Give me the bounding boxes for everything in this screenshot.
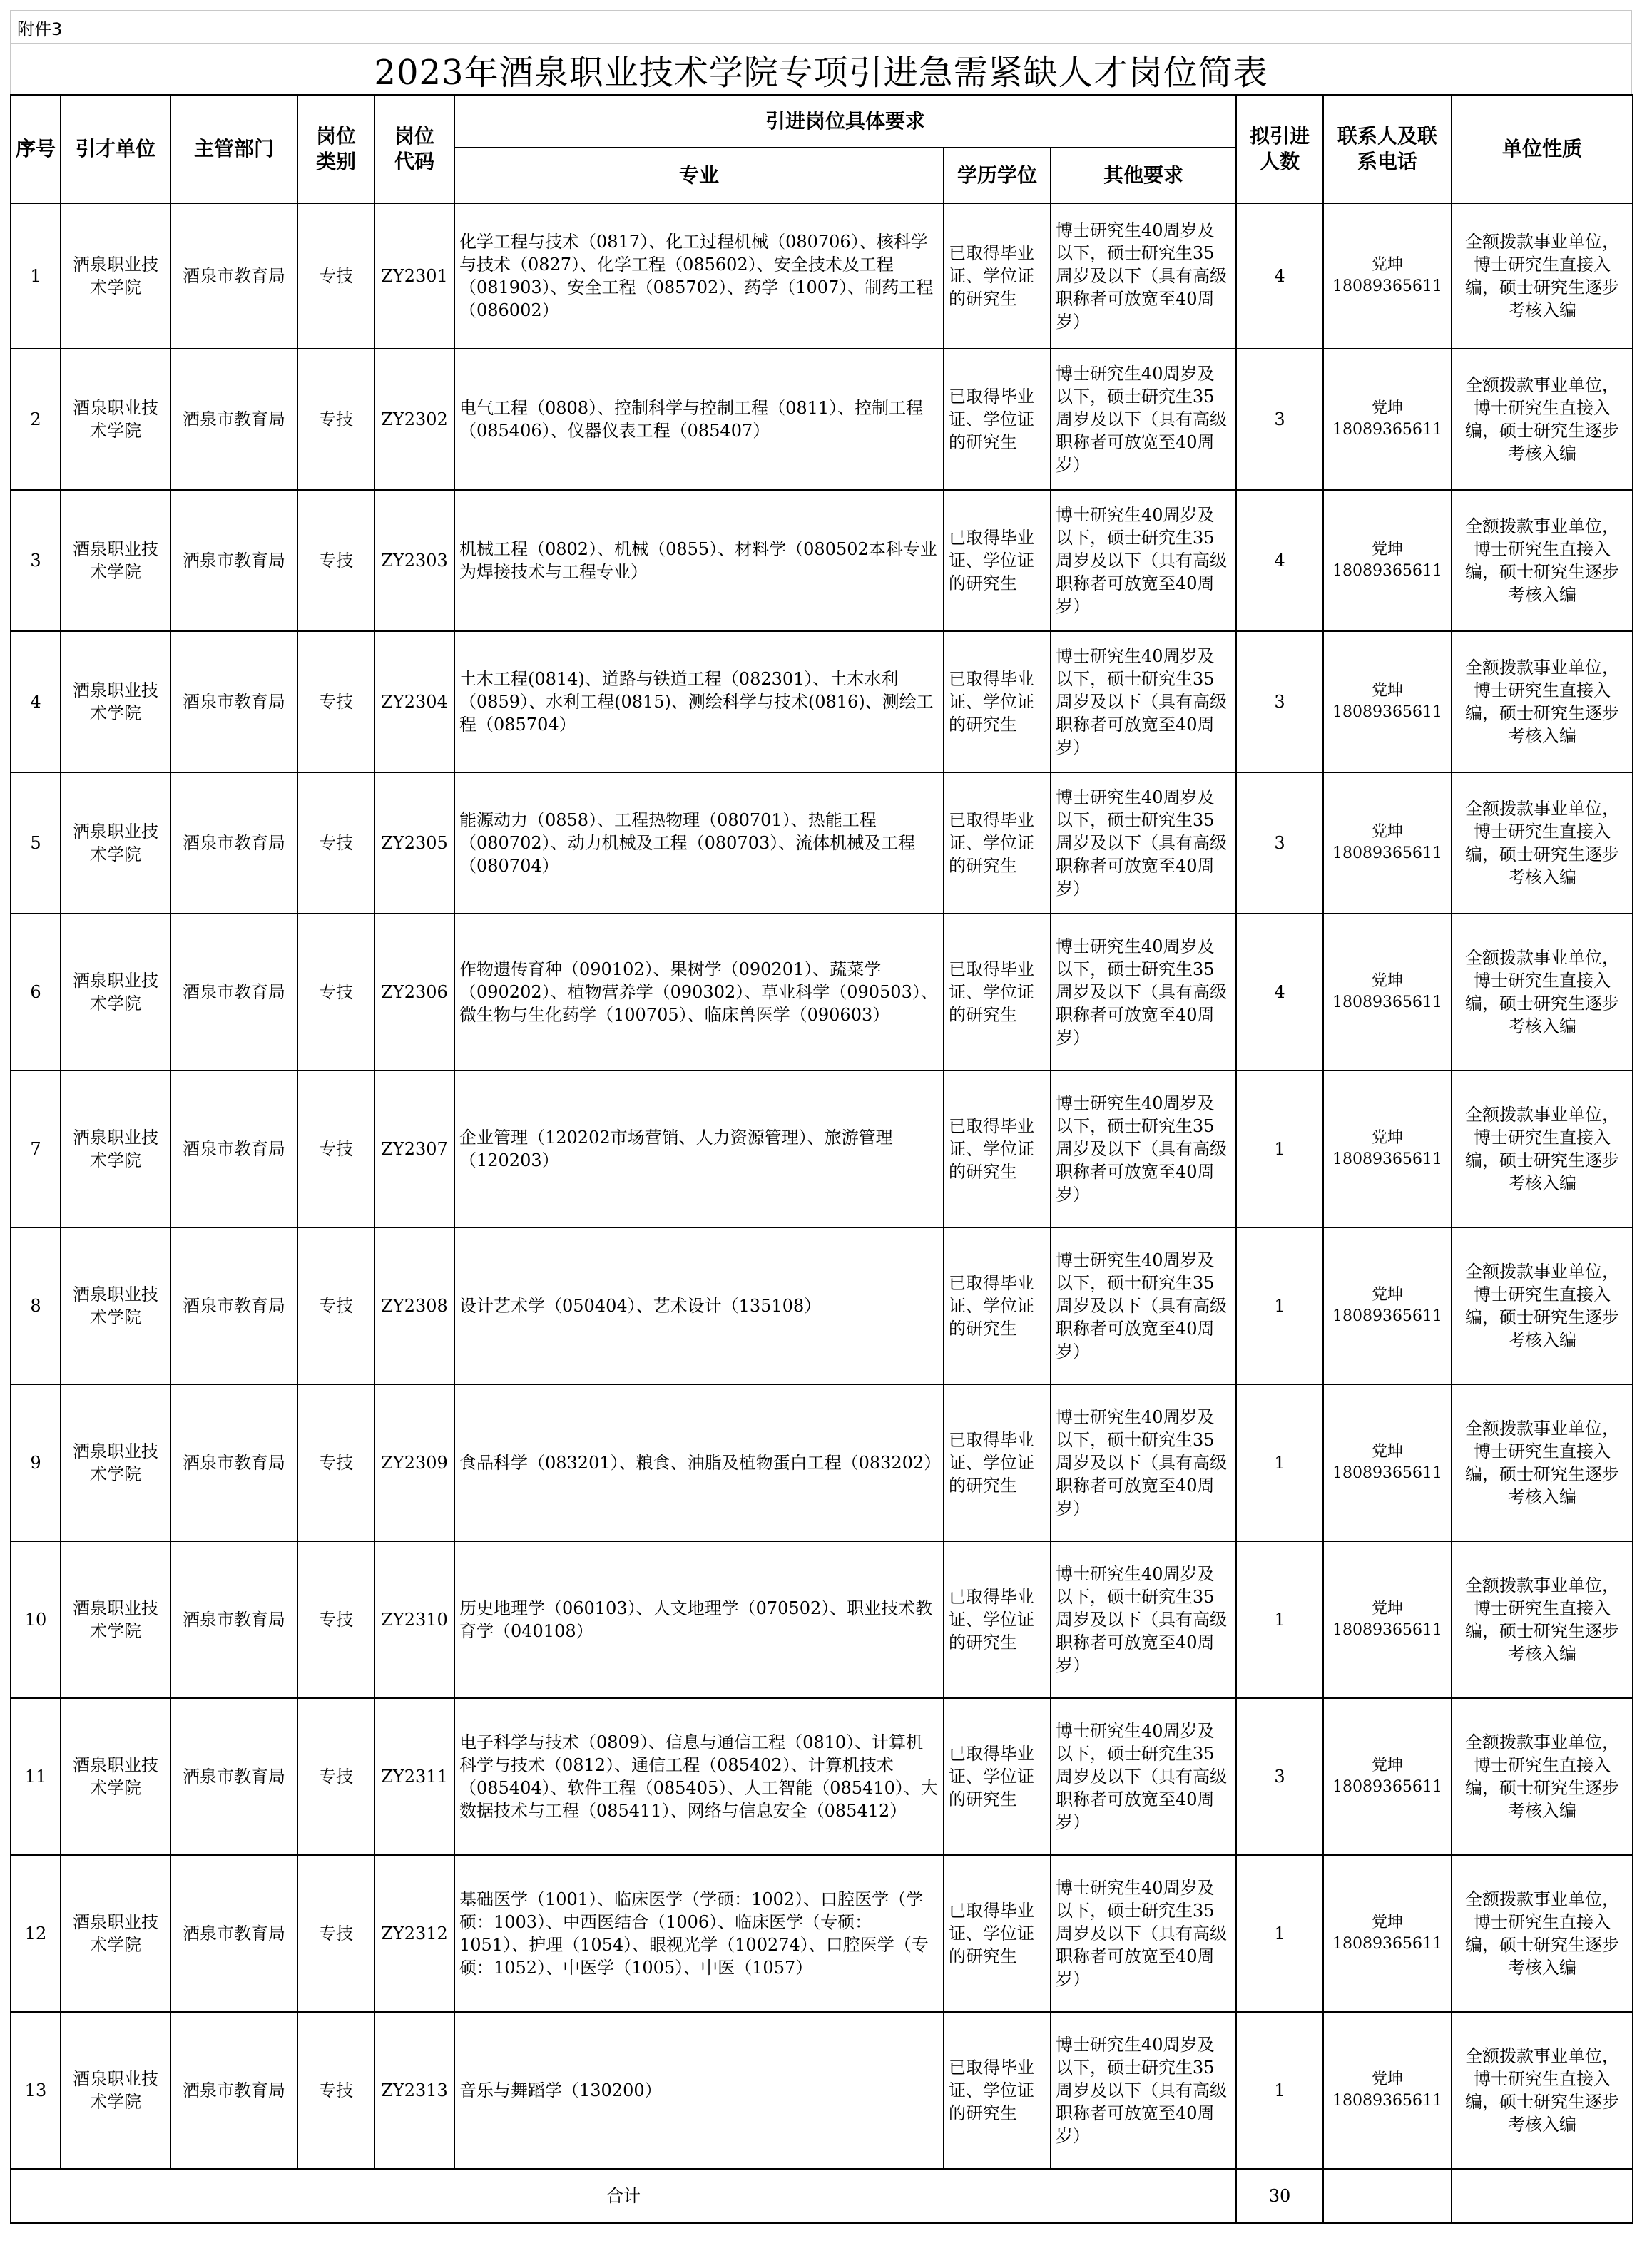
cell-planned: 1 [1236,1541,1323,1698]
cell-contact [1323,1541,1452,1698]
cell-degree: 已取得毕业证、学位证的研究生 [944,490,1051,631]
cell-code: ZY2310 [374,1541,454,1698]
cell-other: 博士研究生40周岁及以下，硕士研究生35周岁及以下（具有高级职称者可放宽至40周岁） [1051,1698,1236,1855]
table-row [11,203,1633,349]
cell-code: ZY2308 [374,1227,454,1384]
cell-degree: 已取得毕业证、学位证的研究生 [944,2012,1051,2169]
cell-unit: 酒泉职业技术学院 [61,490,170,631]
table-row [11,490,1633,631]
cell-nature: 全额拨款事业单位，博士研究生直接入编，硕士研究生逐步考核入编 [1452,349,1633,490]
cell-degree: 已取得毕业证、学位证的研究生 [944,349,1051,490]
page-title: 2023年酒泉职业技术学院专项引进急需紧缺人才岗位简表 [10,43,1632,94]
cell-dept: 酒泉市教育局 [170,631,297,772]
contact-phone: 18089365611 [1332,562,1443,580]
cell-nature: 全额拨款事业单位，博士研究生直接入编，硕士研究生逐步考核入编 [1452,1384,1633,1541]
annex-label: 附件3 [10,10,1632,43]
cell-unit: 酒泉职业技术学院 [61,1541,170,1698]
cell-category: 专技 [297,914,374,1071]
cell-major: 电子科学与技术（0809）、信息与通信工程（0810）、计算机科学与技术（0812）、通信工程（085402）、计算机技术（085404）、软件工程（085405）、人工智能（085410）、大数据技术与工程（085411）、网络与信息安全（085412） [454,1698,944,1855]
cell-nature: 全额拨款事业单位，博士研究生直接入编，硕士研究生逐步考核入编 [1452,1855,1633,2012]
document-sheet [10,10,1632,2224]
cell-nature: 全额拨款事业单位，博士研究生直接入编，硕士研究生逐步考核入编 [1452,1227,1633,1384]
cell-unit: 酒泉职业技术学院 [61,203,170,349]
header-planned: 拟引进人数 [1236,95,1323,203]
cell-category: 专技 [297,1384,374,1541]
cell-dept: 酒泉市教育局 [170,1855,297,2012]
cell-major: 土木工程(0814)、道路与铁道工程（082301）、土木水利（0859）、水利工程(0815)、测绘科学与技术(0816)、测绘工程（085704） [454,631,944,772]
cell-contact [1323,914,1452,1071]
contact-phone: 18089365611 [1332,1150,1443,1168]
summary-label: 合计 [11,2169,1236,2223]
cell-degree: 已取得毕业证、学位证的研究生 [944,772,1051,914]
cell-category: 专技 [297,1071,374,1227]
cell-category: 专技 [297,2012,374,2169]
cell-degree: 已取得毕业证、学位证的研究生 [944,1071,1051,1227]
cell-nature: 全额拨款事业单位，博士研究生直接入编，硕士研究生逐步考核入编 [1452,772,1633,914]
contact-name: 党坤 [1372,823,1404,841]
cell-unit: 酒泉职业技术学院 [61,349,170,490]
cell-nature: 全额拨款事业单位，博士研究生直接入编，硕士研究生逐步考核入编 [1452,203,1633,349]
contact-name: 党坤 [1372,1757,1404,1774]
cell-code: ZY2303 [374,490,454,631]
cell-contact [1323,203,1452,349]
cell-planned: 3 [1236,1698,1323,1855]
cell-degree: 已取得毕业证、学位证的研究生 [944,1855,1051,2012]
contact-phone: 18089365611 [1332,2092,1443,2110]
cell-other: 博士研究生40周岁及以下，硕士研究生35周岁及以下（具有高级职称者可放宽至40周岁） [1051,1541,1236,1698]
cell-contact [1323,1384,1452,1541]
header-unit: 引才单位 [61,95,170,203]
header-other: 其他要求 [1051,148,1236,203]
positions-table [10,94,1633,2224]
contact-phone: 18089365611 [1332,993,1443,1011]
cell-major: 历史地理学（060103）、人文地理学（070502）、职业技术教育学（040108） [454,1541,944,1698]
cell-seq: 13 [11,2012,61,2169]
cell-major: 机械工程（0802）、机械（0855）、材料学（080502本科专业为焊接技术与工程专业） [454,490,944,631]
cell-planned: 3 [1236,349,1323,490]
summary-empty-contact [1323,2169,1452,2223]
cell-dept: 酒泉市教育局 [170,1541,297,1698]
table-row [11,772,1633,914]
cell-dept: 酒泉市教育局 [170,1698,297,1855]
cell-code: ZY2306 [374,914,454,1071]
cell-degree: 已取得毕业证、学位证的研究生 [944,914,1051,1071]
cell-dept: 酒泉市教育局 [170,2012,297,2169]
cell-nature: 全额拨款事业单位，博士研究生直接入编，硕士研究生逐步考核入编 [1452,2012,1633,2169]
header-row-1 [11,95,1633,148]
cell-contact [1323,1227,1452,1384]
table-row [11,1541,1633,1698]
cell-unit: 酒泉职业技术学院 [61,914,170,1071]
cell-dept: 酒泉市教育局 [170,490,297,631]
table-row [11,1855,1633,2012]
cell-unit: 酒泉职业技术学院 [61,1698,170,1855]
cell-code: ZY2301 [374,203,454,349]
cell-planned: 4 [1236,490,1323,631]
contact-name: 党坤 [1372,1914,1404,1931]
contact-name: 党坤 [1372,1129,1404,1147]
cell-degree: 已取得毕业证、学位证的研究生 [944,1227,1051,1384]
cell-dept: 酒泉市教育局 [170,349,297,490]
cell-category: 专技 [297,1855,374,2012]
summary-row [11,2169,1633,2223]
header-contact: 联系人及联系电话 [1323,95,1452,203]
cell-contact [1323,1855,1452,2012]
cell-major: 企业管理（120202市场营销、人力资源管理）、旅游管理（120203） [454,1071,944,1227]
table-row [11,1071,1633,1227]
header-major: 专业 [454,148,944,203]
cell-code: ZY2309 [374,1384,454,1541]
contact-phone: 18089365611 [1332,703,1443,721]
cell-other: 博士研究生40周岁及以下，硕士研究生35周岁及以下（具有高级职称者可放宽至40周岁） [1051,2012,1236,2169]
cell-other: 博士研究生40周岁及以下，硕士研究生35周岁及以下（具有高级职称者可放宽至40周岁） [1051,1855,1236,2012]
cell-code: ZY2302 [374,349,454,490]
cell-seq: 2 [11,349,61,490]
cell-other: 博士研究生40周岁及以下，硕士研究生35周岁及以下（具有高级职称者可放宽至40周岁） [1051,490,1236,631]
header-seq: 序号 [11,95,61,203]
cell-degree: 已取得毕业证、学位证的研究生 [944,1384,1051,1541]
contact-name: 党坤 [1372,1600,1404,1618]
cell-code: ZY2307 [374,1071,454,1227]
cell-category: 专技 [297,490,374,631]
cell-seq: 11 [11,1698,61,1855]
cell-seq: 6 [11,914,61,1071]
header-requirements-group: 引进岗位具体要求 [454,95,1236,148]
cell-category: 专技 [297,772,374,914]
table-body [11,203,1633,2169]
cell-planned: 3 [1236,772,1323,914]
cell-seq: 4 [11,631,61,772]
contact-phone: 18089365611 [1332,1464,1443,1482]
table-row [11,1698,1633,1855]
cell-unit: 酒泉职业技术学院 [61,631,170,772]
summary-empty-nature [1452,2169,1633,2223]
cell-seq: 3 [11,490,61,631]
cell-category: 专技 [297,631,374,772]
contact-name: 党坤 [1372,399,1404,417]
cell-nature: 全额拨款事业单位，博士研究生直接入编，硕士研究生逐步考核入编 [1452,1698,1633,1855]
cell-other: 博士研究生40周岁及以下，硕士研究生35周岁及以下（具有高级职称者可放宽至40周岁） [1051,1071,1236,1227]
cell-dept: 酒泉市教育局 [170,1384,297,1541]
cell-major: 食品科学（083201）、粮食、油脂及植物蛋白工程（083202） [454,1384,944,1541]
cell-major: 作物遗传育种（090102）、果树学（090201）、蔬菜学（090202）、植物营养学（090302）、草业科学（090503）、微生物与生化药学（100705）、临床兽医学（090603） [454,914,944,1071]
cell-nature: 全额拨款事业单位，博士研究生直接入编，硕士研究生逐步考核入编 [1452,1541,1633,1698]
cell-degree: 已取得毕业证、学位证的研究生 [944,1698,1051,1855]
cell-planned: 4 [1236,203,1323,349]
table-row [11,1384,1633,1541]
contact-phone: 18089365611 [1332,1778,1443,1796]
header-nature: 单位性质 [1452,95,1633,203]
cell-dept: 酒泉市教育局 [170,1227,297,1384]
contact-name: 党坤 [1372,256,1404,274]
cell-unit: 酒泉职业技术学院 [61,1384,170,1541]
cell-code: ZY2312 [374,1855,454,2012]
cell-category: 专技 [297,1227,374,1384]
cell-major: 音乐与舞蹈学（130200） [454,2012,944,2169]
cell-major: 能源动力（0858）、工程热物理（080701）、热能工程（080702）、动力机械及工程（080703）、流体机械及工程（080704） [454,772,944,914]
table-row [11,631,1633,772]
cell-dept: 酒泉市教育局 [170,772,297,914]
cell-seq: 8 [11,1227,61,1384]
cell-seq: 7 [11,1071,61,1227]
summary-total: 30 [1236,2169,1323,2223]
contact-name: 党坤 [1372,972,1404,990]
cell-unit: 酒泉职业技术学院 [61,1071,170,1227]
cell-planned: 4 [1236,914,1323,1071]
cell-category: 专技 [297,1541,374,1698]
cell-code: ZY2304 [374,631,454,772]
cell-other: 博士研究生40周岁及以下，硕士研究生35周岁及以下（具有高级职称者可放宽至40周岁） [1051,349,1236,490]
cell-other: 博士研究生40周岁及以下，硕士研究生35周岁及以下（具有高级职称者可放宽至40周岁） [1051,203,1236,349]
cell-other: 博士研究生40周岁及以下，硕士研究生35周岁及以下（具有高级职称者可放宽至40周岁） [1051,1227,1236,1384]
table-row [11,349,1633,490]
contact-phone: 18089365611 [1332,1307,1443,1325]
header-degree: 学历学位 [944,148,1051,203]
cell-other: 博士研究生40周岁及以下，硕士研究生35周岁及以下（具有高级职称者可放宽至40周岁） [1051,1384,1236,1541]
cell-seq: 1 [11,203,61,349]
cell-planned: 1 [1236,1384,1323,1541]
cell-category: 专技 [297,1698,374,1855]
cell-other: 博士研究生40周岁及以下，硕士研究生35周岁及以下（具有高级职称者可放宽至40周岁） [1051,914,1236,1071]
cell-code: ZY2313 [374,2012,454,2169]
contact-name: 党坤 [1372,682,1404,700]
cell-seq: 5 [11,772,61,914]
cell-major: 电气工程（0808）、控制科学与控制工程（0811）、控制工程（085406）、仪器仪表工程（085407） [454,349,944,490]
cell-unit: 酒泉职业技术学院 [61,772,170,914]
header-dept: 主管部门 [170,95,297,203]
cell-seq: 9 [11,1384,61,1541]
cell-degree: 已取得毕业证、学位证的研究生 [944,631,1051,772]
cell-seq: 12 [11,1855,61,2012]
contact-name: 党坤 [1372,1286,1404,1304]
contact-name: 党坤 [1372,2070,1404,2088]
cell-planned: 1 [1236,2012,1323,2169]
cell-nature: 全额拨款事业单位，博士研究生直接入编，硕士研究生逐步考核入编 [1452,631,1633,772]
contact-phone: 18089365611 [1332,277,1443,295]
cell-planned: 1 [1236,1071,1323,1227]
cell-planned: 1 [1236,1227,1323,1384]
cell-degree: 已取得毕业证、学位证的研究生 [944,1541,1051,1698]
contact-phone: 18089365611 [1332,1621,1443,1639]
cell-category: 专技 [297,349,374,490]
cell-planned: 3 [1236,631,1323,772]
contact-phone: 18089365611 [1332,844,1443,862]
cell-dept: 酒泉市教育局 [170,914,297,1071]
cell-contact [1323,349,1452,490]
cell-nature: 全额拨款事业单位，博士研究生直接入编，硕士研究生逐步考核入编 [1452,490,1633,631]
contact-phone: 18089365611 [1332,1935,1443,1953]
cell-contact [1323,1071,1452,1227]
cell-planned: 1 [1236,1855,1323,2012]
cell-dept: 酒泉市教育局 [170,203,297,349]
cell-contact [1323,2012,1452,2169]
cell-code: ZY2311 [374,1698,454,1855]
cell-other: 博士研究生40周岁及以下，硕士研究生35周岁及以下（具有高级职称者可放宽至40周岁） [1051,631,1236,772]
cell-other: 博士研究生40周岁及以下，硕士研究生35周岁及以下（具有高级职称者可放宽至40周岁） [1051,772,1236,914]
table-row [11,2012,1633,2169]
table-row [11,914,1633,1071]
cell-major: 设计艺术学（050404）、艺术设计（135108） [454,1227,944,1384]
cell-nature: 全额拨款事业单位，博士研究生直接入编，硕士研究生逐步考核入编 [1452,1071,1633,1227]
cell-contact [1323,490,1452,631]
cell-major: 化学工程与技术（0817）、化工过程机械（080706）、核科学与技术（0827）、化学工程（085602）、安全技术及工程（081903）、安全工程（085702）、药学（1007）、制药工程（086002） [454,203,944,349]
table-row [11,1227,1633,1384]
cell-contact [1323,631,1452,772]
contact-name: 党坤 [1372,541,1404,558]
cell-dept: 酒泉市教育局 [170,1071,297,1227]
contact-name: 党坤 [1372,1443,1404,1461]
cell-degree: 已取得毕业证、学位证的研究生 [944,203,1051,349]
cell-unit: 酒泉职业技术学院 [61,1227,170,1384]
header-category: 岗位类别 [297,95,374,203]
cell-unit: 酒泉职业技术学院 [61,1855,170,2012]
cell-major: 基础医学（1001）、临床医学（学硕：1002）、口腔医学（学硕：1003）、中西医结合（1006）、临床医学（专硕：1051）、护理（1054）、眼视光学（100274）、口腔医学（专硕：1052）、中医学（1005）、中医（1057） [454,1855,944,2012]
cell-seq: 10 [11,1541,61,1698]
cell-nature: 全额拨款事业单位，博士研究生直接入编，硕士研究生逐步考核入编 [1452,914,1633,1071]
cell-contact [1323,1698,1452,1855]
contact-phone: 18089365611 [1332,421,1443,439]
cell-unit: 酒泉职业技术学院 [61,2012,170,2169]
cell-code: ZY2305 [374,772,454,914]
cell-category: 专技 [297,203,374,349]
header-code: 岗位代码 [374,95,454,203]
cell-contact [1323,772,1452,914]
